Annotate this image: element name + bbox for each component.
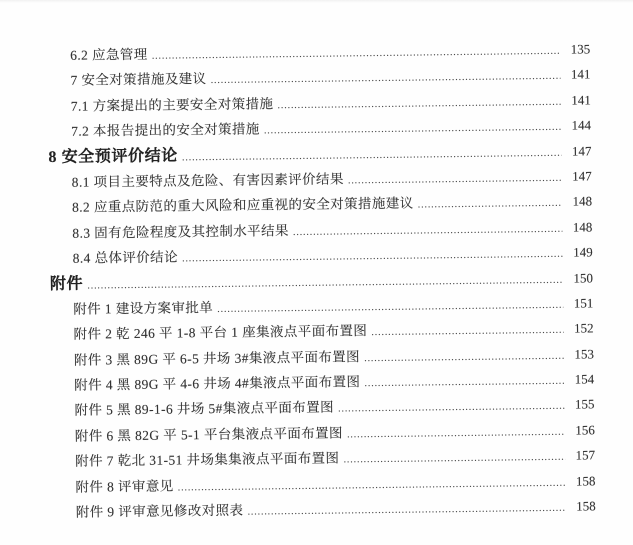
toc-entry-label: 附件 3 黑 89G 平 6-5 井场 3#集液点平面布置图 <box>73 348 361 368</box>
toc-entry-page-number: 150 <box>573 269 594 286</box>
toc-leader-dots <box>347 420 565 448</box>
toc-entry-label: 8.2 应重点防范的重大风险和应重视的安全对策措施建议 <box>71 195 414 216</box>
toc-entry-label: 附件 2 乾 246 平 1-8 平台 1 座集液点平面布置图 <box>73 323 368 343</box>
toc-leader-dots <box>343 445 565 473</box>
toc-entry-label: 附件 8 评审意见 <box>75 478 174 495</box>
table-of-contents <box>47 36 596 525</box>
toc-entry <box>48 87 591 119</box>
toc-entry-page-number: 135 <box>570 41 591 57</box>
toc-entry-page-number: 154 <box>574 371 595 387</box>
toc-leader-dots <box>264 115 562 144</box>
toc-entry-page-number: 141 <box>571 92 591 108</box>
toc-entry <box>49 189 592 221</box>
toc-entry-page-number: 151 <box>573 295 594 311</box>
toc-entry-label: 附件 4 黑 89G 平 4-6 井场 4#集液点平面布置图 <box>74 374 361 393</box>
toc-entry-page-number: 157 <box>575 447 596 463</box>
toc-entry <box>48 113 591 145</box>
toc-entry <box>49 214 592 246</box>
toc-entry-label: 6.2 应急管理 <box>70 46 148 63</box>
toc-entry-page-number: 147 <box>572 168 592 184</box>
toc-leader-dots <box>247 496 566 525</box>
toc-entry-label: 附件 1 建设方案审批单 <box>73 299 214 317</box>
toc-entry-page-number: 148 <box>572 219 593 235</box>
toc-entry-label: 7 安全对策措施及建议 <box>70 71 207 89</box>
toc-entry-label: 附件 6 黑 82G 平 5-1 平台集液点平面布置图 <box>74 425 343 444</box>
toc-entry-label: 附件 9 评审意见修改对照表 <box>75 502 244 520</box>
toc-entry-label: 附件 5 黑 89-1-6 井场 5#集液点平面布置图 <box>74 400 335 419</box>
toc-entry-page-number: 153 <box>574 346 594 362</box>
toc-leader-dots <box>364 369 564 397</box>
toc-entry <box>48 138 591 170</box>
toc-leader-dots <box>364 343 564 371</box>
toc-entry <box>52 443 595 475</box>
toc-leader-dots <box>338 394 565 422</box>
toc-entry <box>47 62 590 94</box>
toc-entry-page-number: 141 <box>570 66 591 83</box>
toc-entry <box>51 341 594 373</box>
toc-entry-label: 附件 <box>49 275 84 293</box>
toc-entry-label: 8.1 项目主要特点及危险、有害因素评价结果 <box>71 171 344 190</box>
toc-leader-dots <box>371 318 564 346</box>
toc-entry-page-number: 147 <box>571 142 592 159</box>
toc-leader-dots <box>277 90 561 119</box>
toc-entry-label: 8.3 固有危险程度及其控制水平结果 <box>72 222 289 241</box>
toc-entry <box>51 366 594 398</box>
toc-entry-label: 附件 7 乾北 31-51 井场集集液点平面布置图 <box>75 450 340 469</box>
toc-entry <box>47 36 590 68</box>
toc-entry-page-number: 156 <box>575 422 595 438</box>
toc-entry-page-number: 158 <box>576 498 596 514</box>
toc-entry <box>49 163 592 195</box>
toc-leader-dots <box>417 191 562 218</box>
toc-entry <box>53 493 596 525</box>
toc-leader-dots <box>348 166 562 194</box>
toc-entry <box>50 316 593 348</box>
toc-entry-page-number: 148 <box>572 193 593 209</box>
toc-entry <box>51 392 594 424</box>
toc-entry <box>52 417 595 449</box>
toc-entry-page-number: 152 <box>573 320 594 336</box>
toc-entry-page-number: 158 <box>575 472 596 489</box>
toc-entry-page-number: 149 <box>573 244 593 260</box>
toc-entry-label: 7.1 方案提出的主要安全对策措施 <box>70 96 274 114</box>
toc-leader-dots <box>293 216 563 245</box>
toc-entry <box>50 239 593 271</box>
toc-entry-label: 8 安全预评价结论 <box>48 146 178 166</box>
toc-entry <box>52 468 595 500</box>
toc-entry-page-number: 155 <box>574 396 595 413</box>
toc-entry-label: 7.2 本报告提出的安全对策措施 <box>71 121 260 139</box>
toc-entry <box>50 290 593 322</box>
toc-entry-label: 8.4 总体评价结论 <box>72 249 179 266</box>
toc-entry-page-number: 144 <box>571 117 592 133</box>
